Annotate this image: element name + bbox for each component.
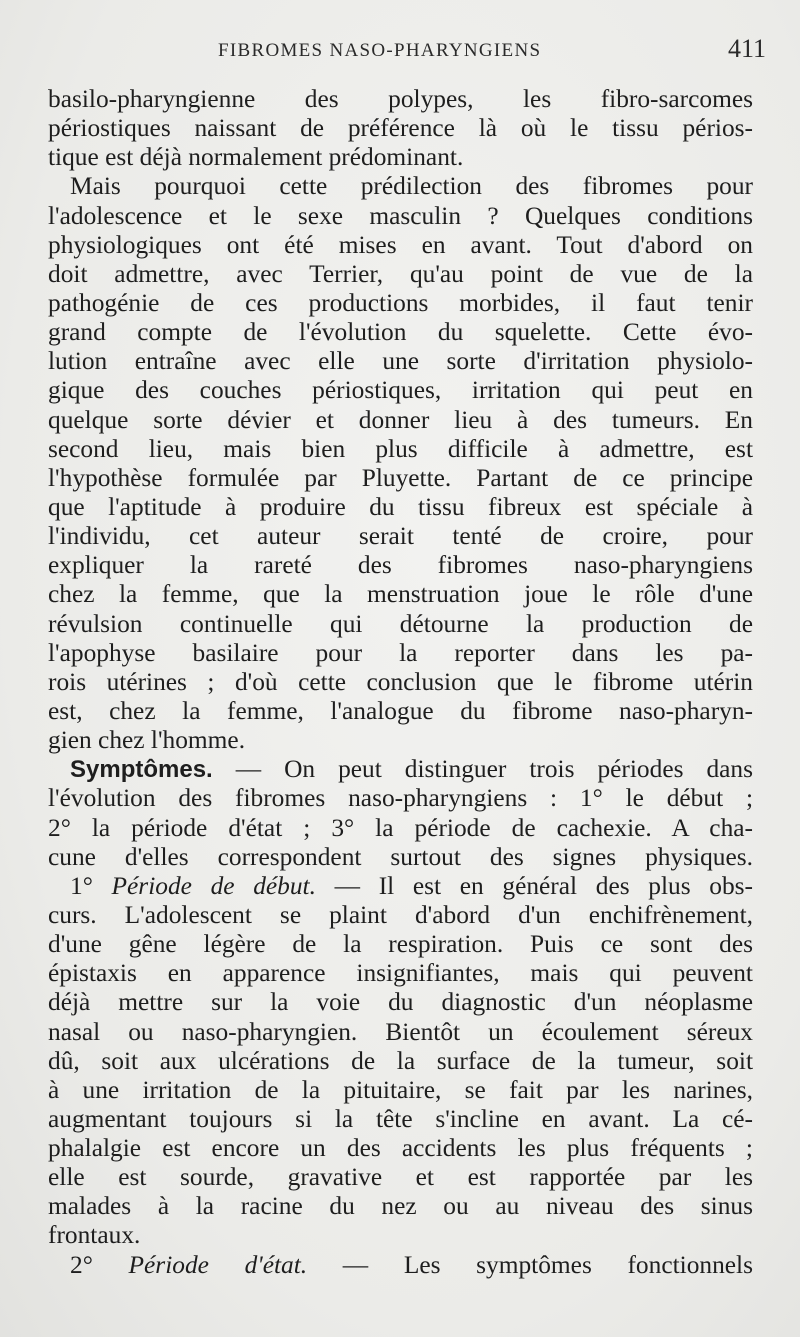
period-title: Période de début. [111,871,316,900]
period-title: Période d'état. [128,1250,308,1279]
text-line: que l'aptitude à produire du tissu fibreux est spéciale à [48,492,753,521]
text-line: physiologiques ont été mises en avant. Tout d'abord on [48,230,753,259]
text-line: l'hypothèse formulée par Pluyette. Partant de ce principe [48,463,753,492]
text-line: dû, soit aux ulcérations de la surface de la tumeur, soit [48,1046,753,1075]
text-line: frontaux. [48,1221,141,1250]
text-line: rois utérines ; d'où cette conclusion que le fibrome utérin [48,667,753,696]
page-header [48,34,766,68]
text-line: 2° la période d'état ; 3° la période de cachexie. A cha- [48,813,753,842]
period-number: 2° [70,1250,93,1279]
text-line: l'individu, cet auteur serait tenté de croire, pour [48,522,753,551]
text-line: nasal ou naso-pharyngien. Bientôt un écoulement séreux [48,1017,753,1046]
text-line: elle est sourde, gravative et est rapportée par les [48,1163,753,1192]
text-line: gique des couches périostiques, irritation qui peut en [48,376,753,405]
body-text [48,85,753,1280]
text-run: — On peut distinguer trois périodes dans [212,755,753,784]
text-line: curs. L'adolescent se plaint d'abord d'un enchifrènement, [48,900,753,929]
text-line: chez la femme, que la menstruation joue le rôle d'une [48,580,753,609]
text-line: second lieu, mais bien plus difficile à admettre, est [48,434,753,463]
text-line: grand compte de l'évolution du squelette. Cette évo- [48,318,753,347]
text-line: lution entraîne avec elle une sorte d'irritation physiolo- [48,347,753,376]
text-line: périostiques naissant de préférence là où le tissu périos- [48,114,753,143]
text-line: épistaxis en apparence insignifiantes, mais qui peuvent [48,959,753,988]
period2-paragraph-start [48,1251,753,1280]
text-line: tique est déjà normalement prédominant. [48,143,464,172]
text-line: révulsion continuelle qui détourne la production de [48,609,753,638]
text-line: déjà mettre sur la voie du diagnostic d'un néoplasme [48,988,753,1017]
text-line: doit admettre, avec Terrier, qu'au point de vue de la [48,259,753,288]
text-line: Mais pourquoi cette prédilection des fibromes pour [70,172,753,201]
text-line: l'évolution des fibromes naso-pharyngiens : 1° le début ; [48,784,753,813]
text-line: l'adolescence et le sexe masculin ? Quelques conditions [48,201,753,230]
text-line: phalalgie est encore un des accidents les plus fréquents ; [48,1134,753,1163]
text-line: à une irritation de la pituitaire, se fait par les narines, [48,1075,753,1104]
text-line: quelque sorte dévier et donner lieu à des tumeurs. En [48,405,753,434]
text-run: — Il est en général des plus obs- [315,871,753,900]
running-title: FIBROMES NASO-PHARYNGIENS [218,40,542,61]
text-line: l'apophyse basilaire pour la reporter dans les pa- [48,638,753,667]
period-number: 1° [70,871,93,900]
text-line: est, chez la femme, l'analogue du fibrome naso-pharyn- [48,696,753,725]
text-run: — Les symptômes fonctionnels [307,1250,753,1279]
section-heading-symptoms: Symptômes. [70,756,213,784]
text-line: pathogénie de ces productions morbides, il faut tenir [48,288,753,317]
text-line: cune d'elles correspondent surtout des signes physiques. [48,842,753,871]
text-line: d'une gêne légère de la respiration. Puis ce sont des [48,930,753,959]
text-line: expliquer la rareté des fibromes naso-pharyngiens [48,551,753,580]
page-number: 411 [727,34,766,63]
text-line: gien chez l'homme. [48,726,246,755]
symptoms-paragraph-start [48,755,753,784]
text-line: augmentant toujours si la tête s'incline en avant. La cé- [48,1104,753,1133]
period1-paragraph-start [48,872,753,901]
text-line: basilo-pharyngienne des polypes, les fibro-sarcomes [48,85,753,113]
text-line: malades à la racine du nez ou au niveau des sinus [48,1192,753,1221]
